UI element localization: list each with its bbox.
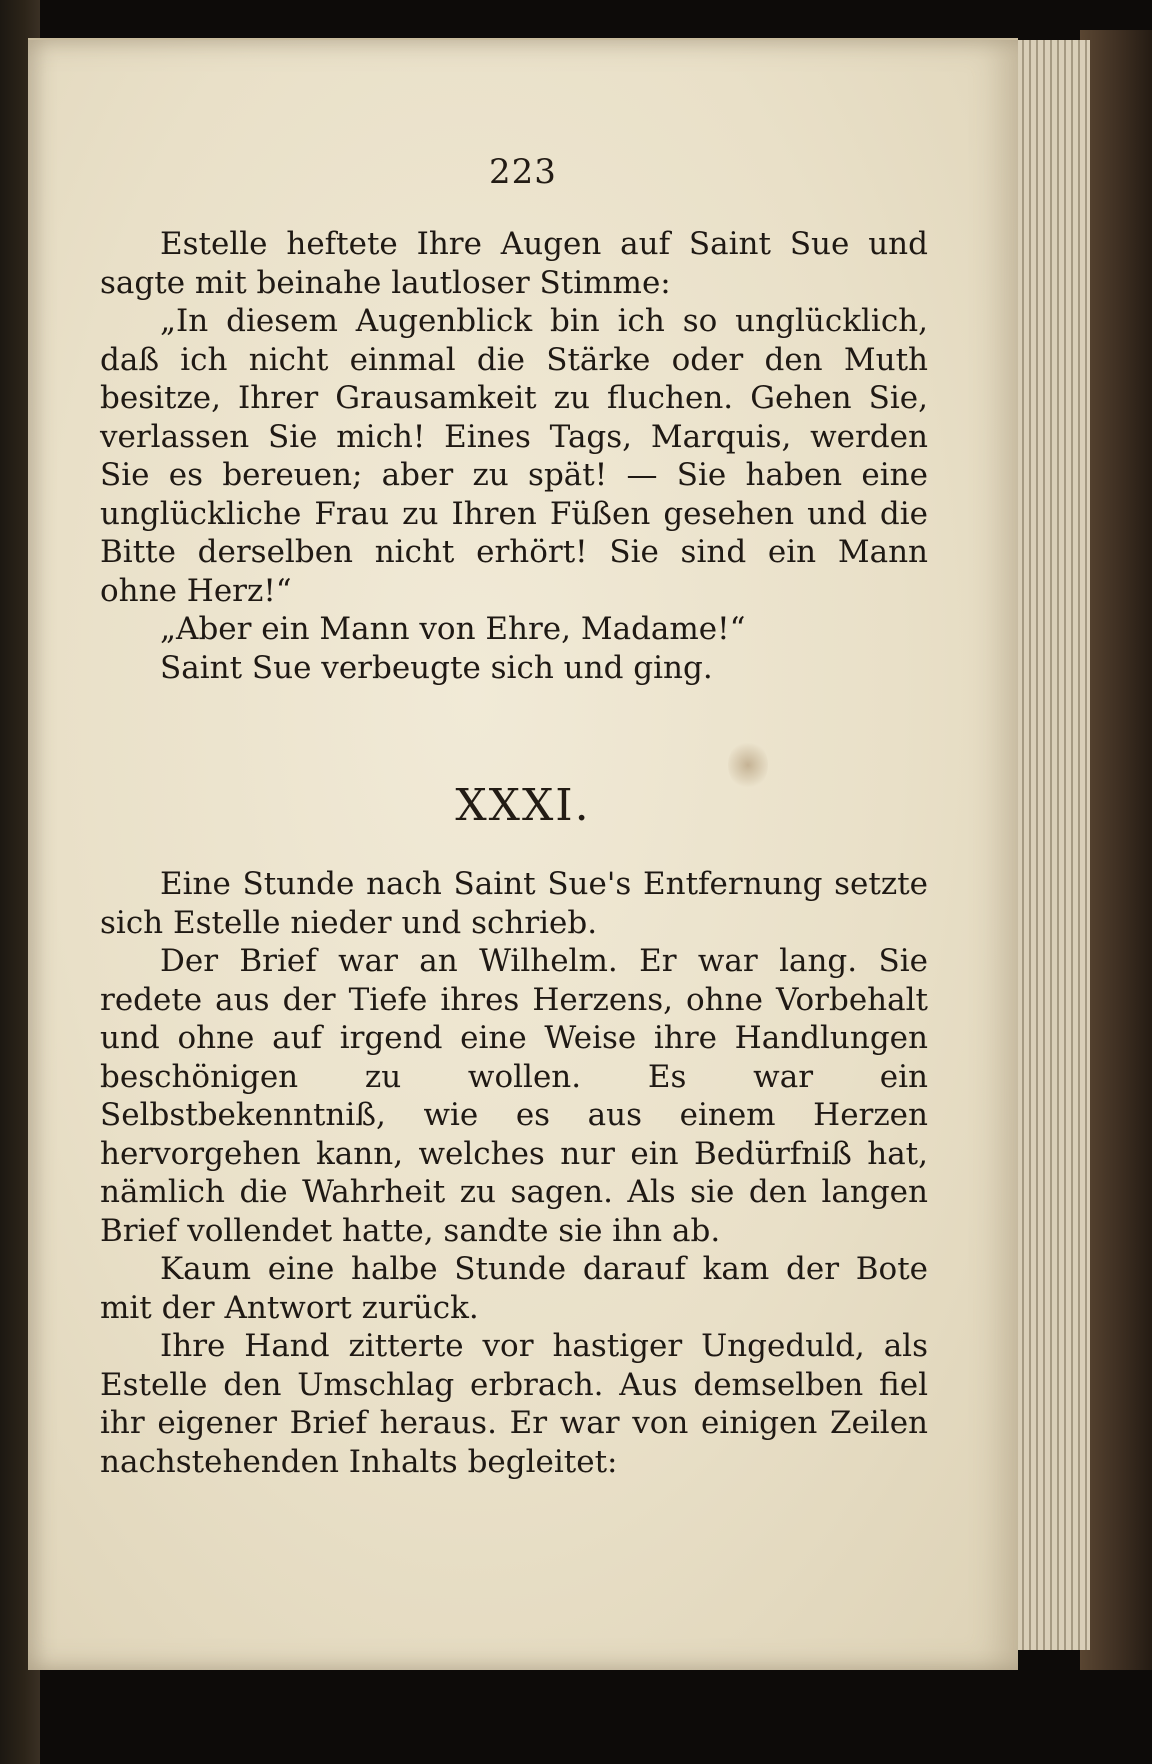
paragraph: „Aber ein Mann von Ehre, Madame!“ xyxy=(160,611,746,647)
paragraph: Estelle heftete Ihre Augen auf Saint Sue und sagte mit beinahe lautloser Stimme: xyxy=(100,226,928,301)
paragraph: Der Brief war an Wilhelm. Er war lang. Sie redete aus der Tiefe ihres Herzens, ohne Vorbehalt und ohne auf irgend eine Weise ihre Handlungen beschönigen zu wollen. Es war ein Selbstbekenntniß, wie es aus einem Herzen hervorgehen kann, welches nur ein Bedürfniß hat, nämlich die Wahrheit zu sagen. Als sie den langen Brief vollendet hatte, sandte sie ihn ab. xyxy=(100,943,928,1249)
page-number: 223 xyxy=(489,152,557,192)
paragraph: „In diesem Augenblick bin ich so unglücklich, daß ich nicht einmal die Stärke oder den Muth besitze, Ihrer Grausamkeit zu fluchen. Gehen Sie, verlassen Sie mich! Eines Tags, Marquis, werden Sie es bereuen; aber zu spät! — Sie haben eine unglückliche Frau zu Ihren Füßen gesehen und die Bitte derselben nicht erhört! Sie sind ein Mann ohne Herz!“ xyxy=(100,303,928,609)
text-block-before-chapter xyxy=(100,225,928,687)
chapter-heading: XXXI. xyxy=(455,780,591,831)
paragraph: Kaum eine halbe Stunde darauf kam der Bote mit der Antwort zurück. xyxy=(100,1251,928,1326)
paragraph: Eine Stunde nach Saint Sue's Entfernung setzte sich Estelle nieder und schrieb. xyxy=(100,866,928,941)
page-stack-edge xyxy=(1010,40,1090,1650)
book-cover-edge xyxy=(1080,30,1152,1670)
paragraph: Saint Sue verbeugte sich und ging. xyxy=(160,649,713,686)
text-block-after-chapter xyxy=(100,865,928,1481)
book-page xyxy=(28,38,1018,1670)
paragraph: Ihre Hand zitterte vor hastiger Ungeduld, als Estelle den Umschlag erbrach. Aus demselben fiel ihr eigener Brief heraus. Er war von einigen Zeilen nachstehenden Inhalts begleitet: xyxy=(100,1328,928,1480)
